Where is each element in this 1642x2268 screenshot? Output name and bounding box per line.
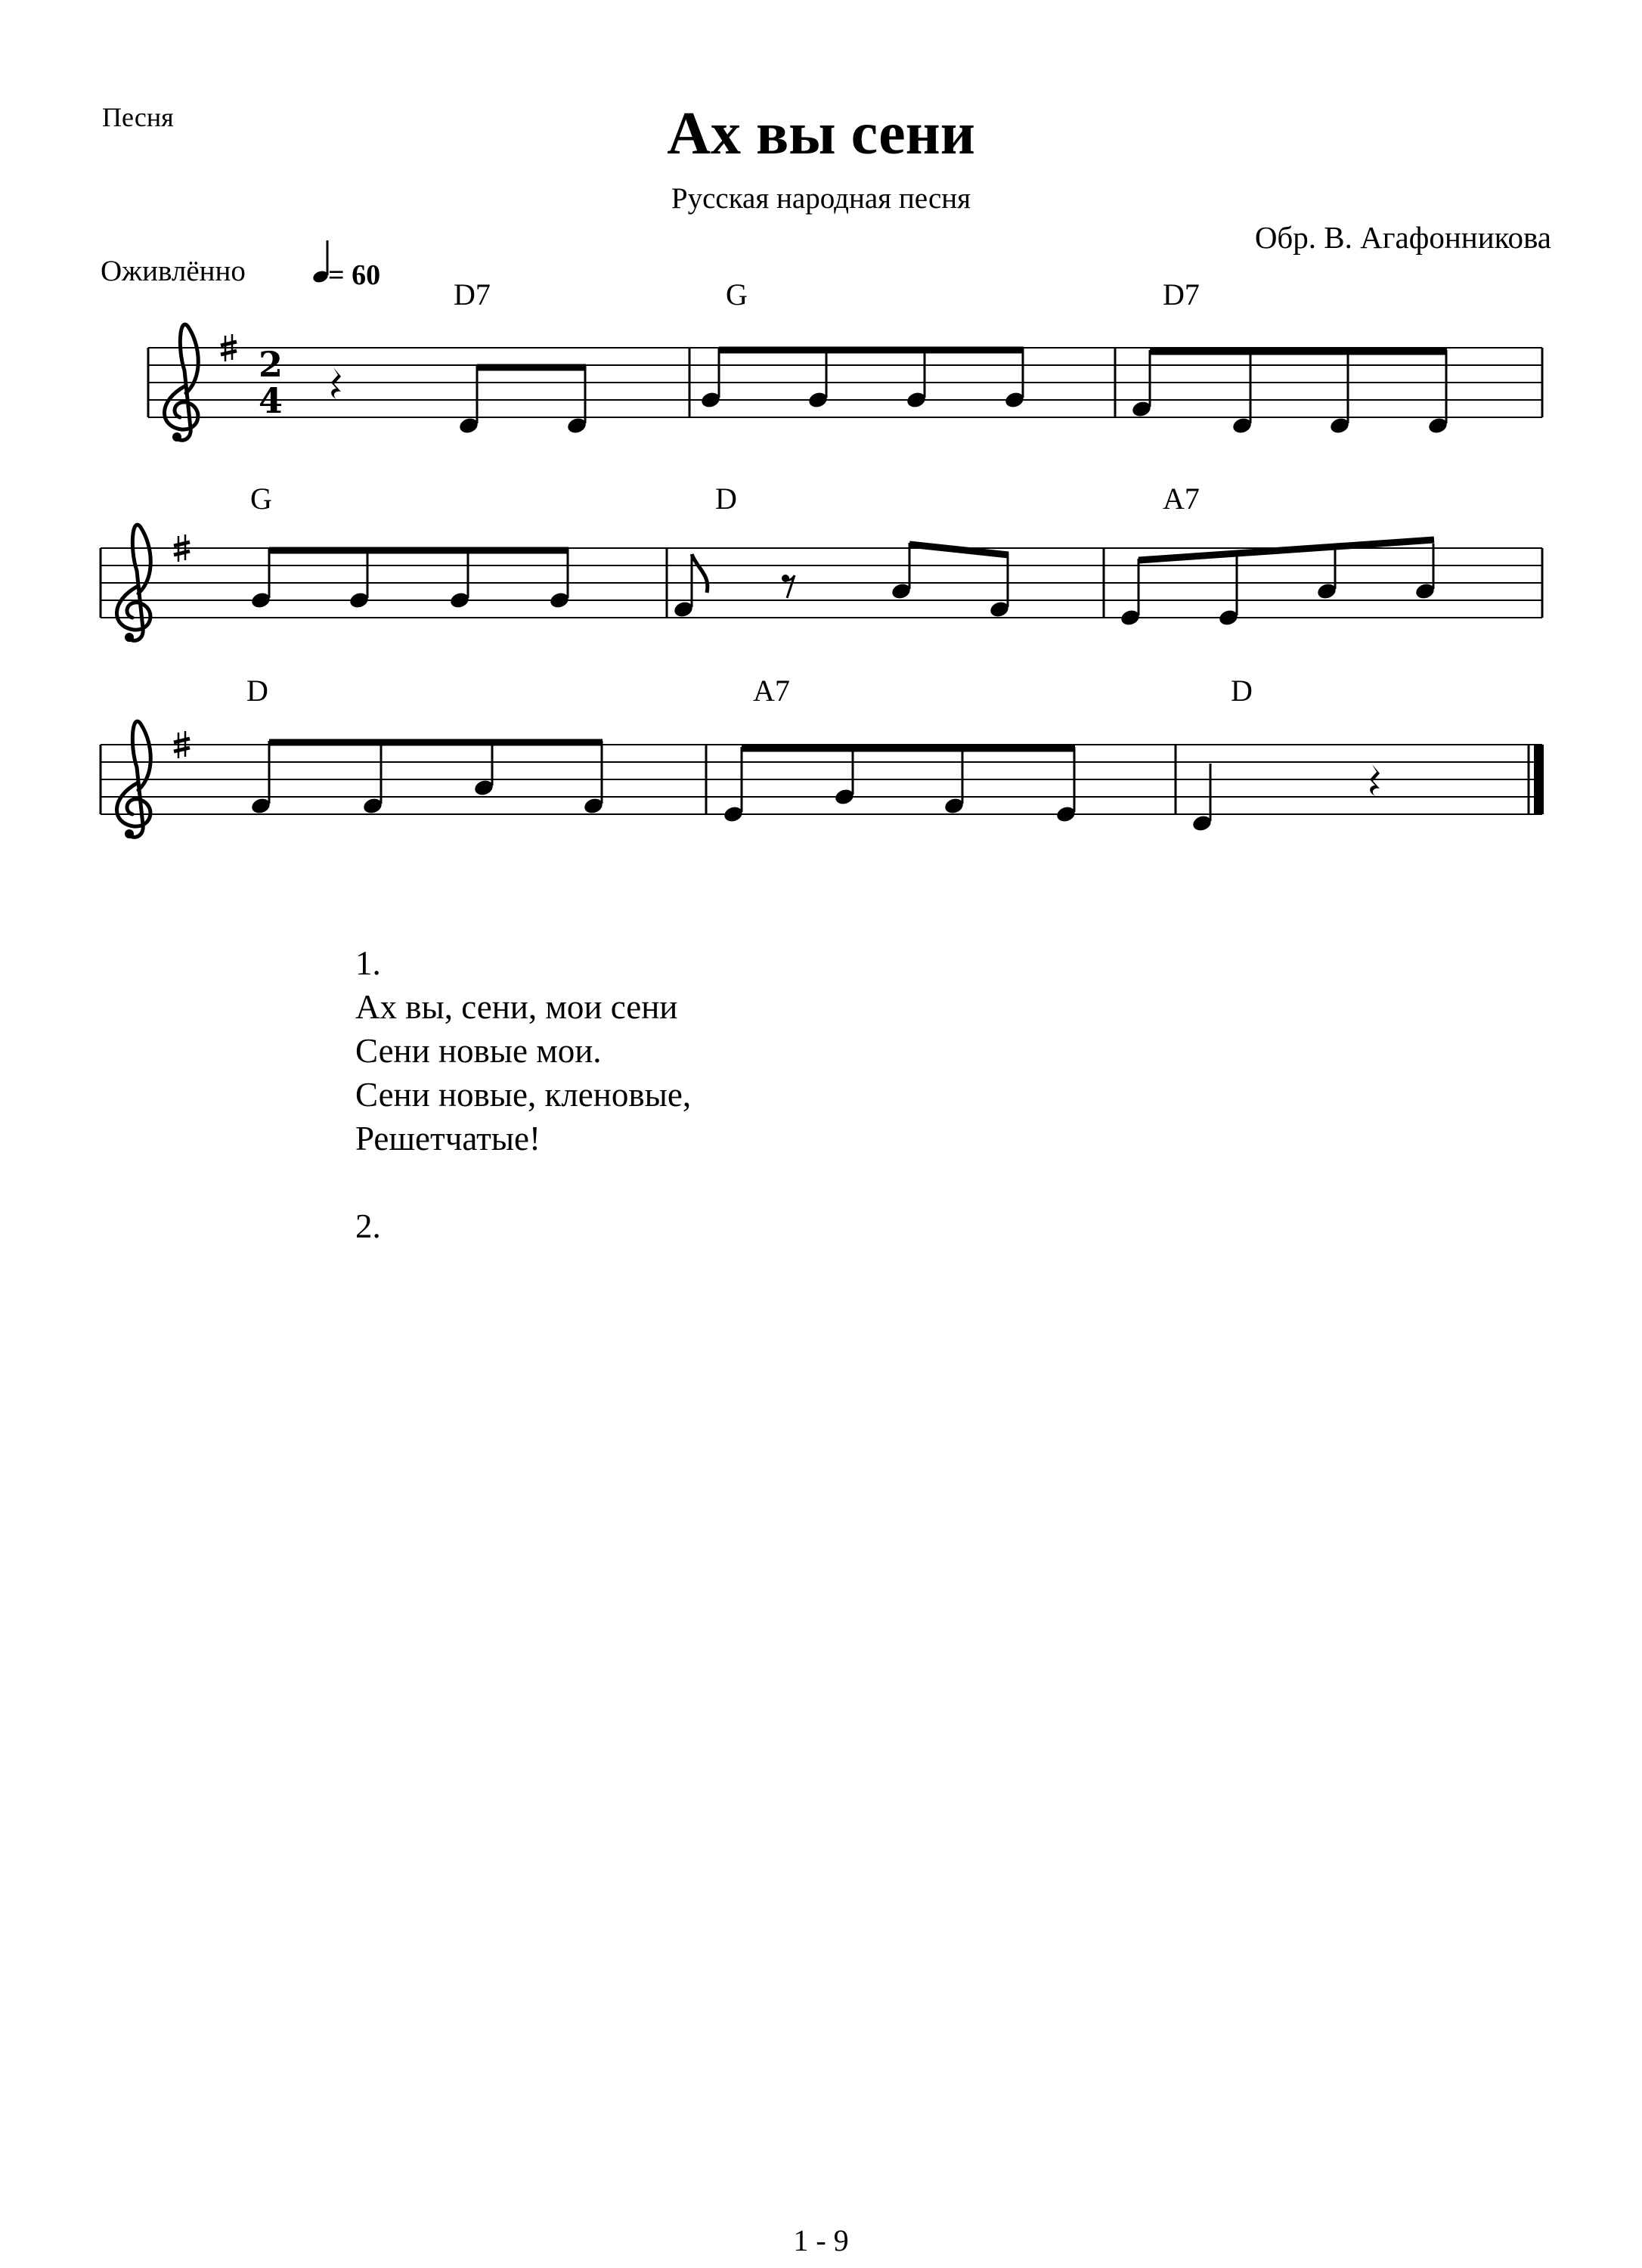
page-number: 1 - 9	[793, 2223, 849, 2257]
chord-symbol: G	[250, 482, 272, 516]
lyrics-block	[355, 941, 691, 1248]
chord-symbol: D	[246, 674, 268, 708]
verse-number: 1.	[355, 944, 381, 982]
lyric-line: Ах вы, сени, мои сени	[355, 988, 678, 1026]
chord-symbol: D7	[454, 277, 491, 311]
chord-symbol: A7	[753, 674, 790, 708]
chord-symbol: D7	[1163, 277, 1200, 311]
chord-symbol: D	[1231, 674, 1253, 708]
time-signature-bottom: 4	[259, 380, 283, 421]
song-title: Ах вы сени	[667, 101, 975, 167]
lyric-line: Решетчатые!	[355, 1120, 541, 1157]
time-signature-top: 2	[259, 344, 283, 385]
staff-system-2	[101, 525, 1542, 642]
chord-symbol: G	[726, 277, 748, 311]
notes-measure-8	[723, 787, 1077, 823]
verse-spacer	[355, 1160, 691, 1204]
arranger-credit: Обр. В. Агафонникова	[1254, 220, 1551, 255]
chord-symbol: A7	[1163, 482, 1200, 516]
staff-system-3	[101, 721, 1544, 838]
tempo-bpm: = 60	[328, 259, 381, 291]
eighth-rest-icon	[782, 575, 795, 598]
final-barline	[1534, 745, 1544, 814]
notes-measure-6	[1120, 581, 1436, 627]
lyric-line: Сени новые, кленовые,	[355, 1076, 692, 1114]
song-subtitle: Русская народная песня	[671, 182, 971, 215]
verse-number: 2.	[355, 1207, 381, 1245]
lyric-line: Сени новые мои.	[355, 1032, 602, 1070]
chord-symbol: D	[715, 482, 737, 516]
genre-label: Песня	[102, 102, 174, 132]
staff-system-1	[148, 324, 1542, 442]
tempo-marking: Оживлённо	[101, 255, 246, 287]
